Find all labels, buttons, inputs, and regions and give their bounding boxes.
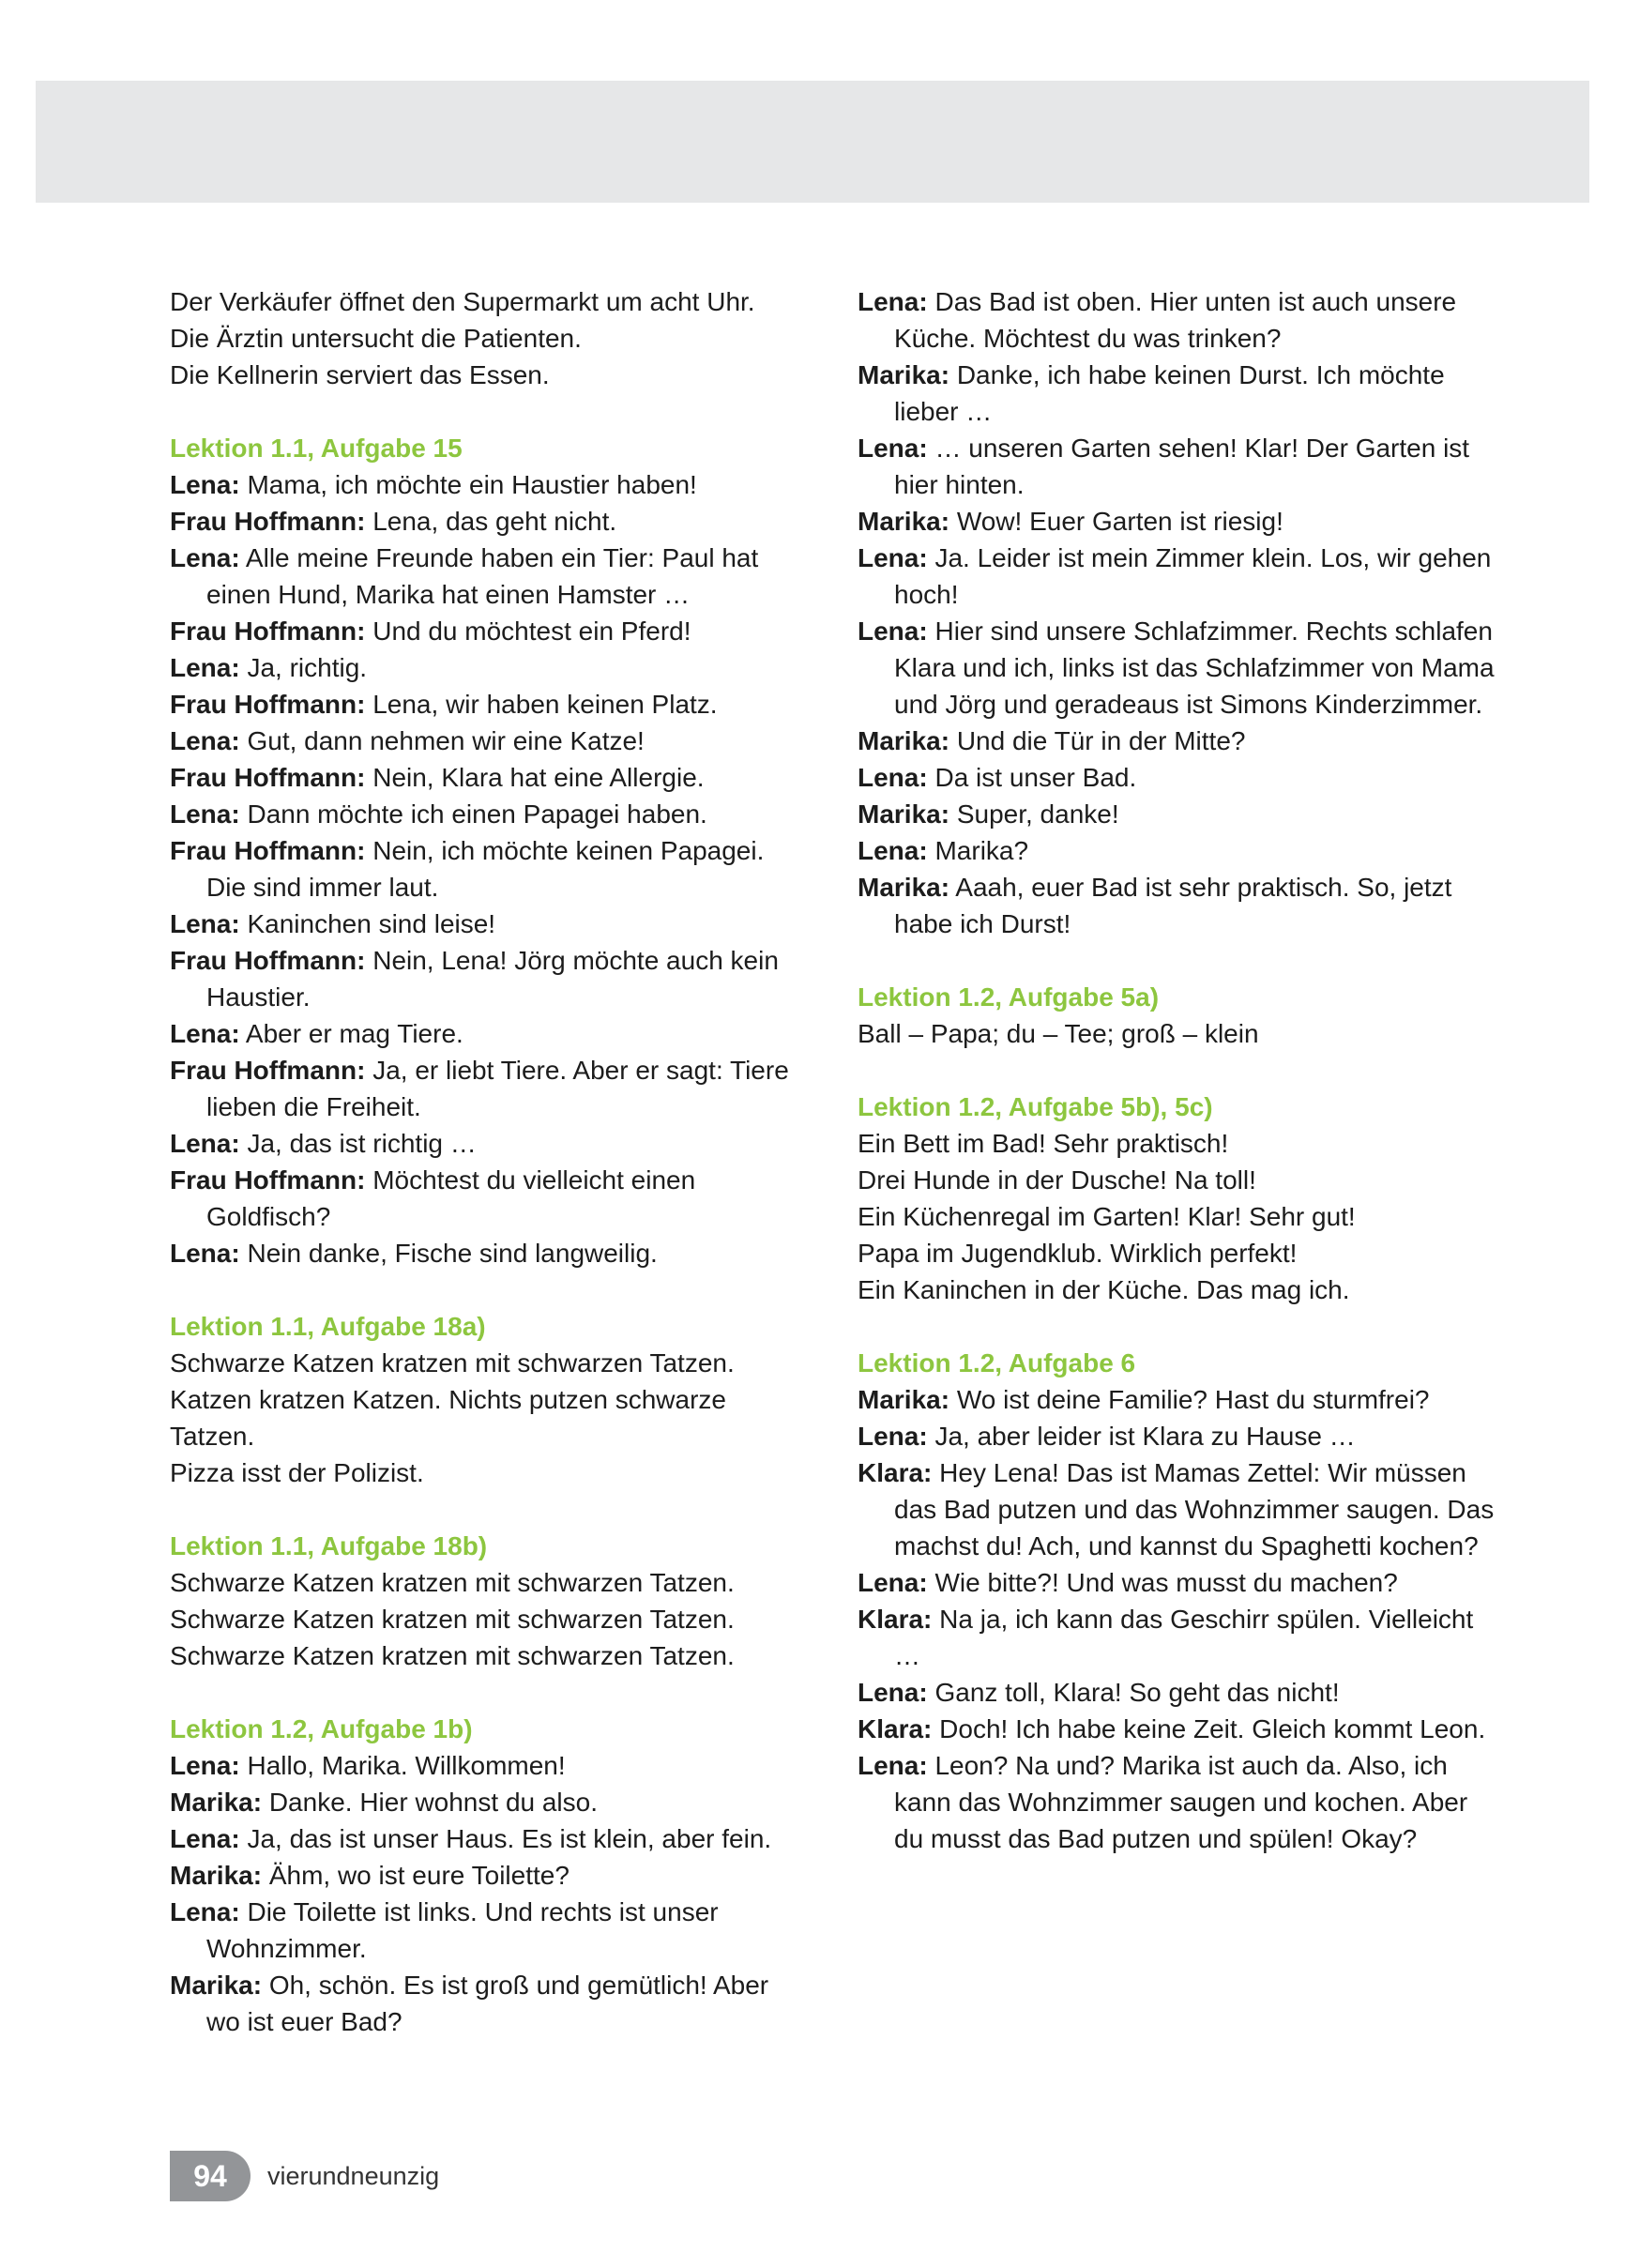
dialog-line: [170, 613, 808, 649]
dialog-text: Da ist unser Bad.: [934, 763, 1137, 792]
dialog-text: Danke, ich habe keinen Durst. Ich möchte lieber …: [894, 360, 1445, 426]
dialog-line: [170, 759, 808, 796]
dialog-text: Das Bad ist oben. Hier unten ist auch unsere Küche. Möchtest du was trinken?: [894, 287, 1457, 353]
text-line: Drei Hunde in der Dusche! Na toll!: [858, 1165, 1256, 1195]
text-line: Die Kellnerin serviert das Essen.: [170, 360, 550, 389]
page-number-word: vierundneunzig: [267, 2162, 440, 2190]
dialog-line: [170, 1015, 808, 1052]
speaker-name: Lena:: [170, 653, 240, 682]
dialog-line: [858, 796, 1496, 832]
right-column: [858, 283, 1496, 1857]
speaker-name: Lena:: [858, 763, 928, 792]
dialog-line: [170, 466, 808, 503]
dialog-line: [858, 1454, 1496, 1564]
dialog-line: [170, 796, 808, 832]
text-line: Pizza isst der Polizist.: [170, 1458, 424, 1487]
dialog-line: [170, 1052, 808, 1125]
speaker-name: Lena:: [170, 1897, 240, 1926]
speaker-name: Lena:: [858, 1422, 928, 1451]
dialog-line: [858, 357, 1496, 430]
text-line: Schwarze Katzen kratzen mit schwarzen Tatzen.: [170, 1605, 735, 1634]
dialog-text: Alle meine Freunde haben ein Tier: Paul hat einen Hund, Marika hat einen Hamster …: [206, 543, 759, 609]
dialog-text: Oh, schön. Es ist groß und gemütlich! Aber wo ist euer Bad?: [206, 1971, 769, 2036]
dialog-line: [170, 942, 808, 1015]
speaker-name: Lena:: [858, 434, 928, 463]
dialog-line: [170, 1235, 808, 1271]
dialog-line: [170, 1820, 808, 1857]
dialog-line: [170, 1894, 808, 1967]
dialog-text: Wie bitte?! Und was musst du machen?: [934, 1568, 1398, 1597]
dialog-line: [858, 1601, 1496, 1674]
dialog-line: [170, 1125, 808, 1162]
section-heading: Lektion 1.1, Aufgabe 18a): [170, 1312, 486, 1341]
dialog-text: Mama, ich möchte ein Haustier haben!: [247, 470, 697, 499]
speaker-name: Klara:: [858, 1458, 933, 1487]
dialog-text: Nein, Klara hat eine Allergie.: [372, 763, 705, 792]
dialog-text: Und du möchtest ein Pferd!: [372, 616, 691, 646]
dialog-text: Nein, ich möchte keinen Papagei. Die sind immer laut.: [206, 836, 765, 902]
speaker-name: Klara:: [858, 1605, 933, 1634]
speaker-name: Lena:: [170, 726, 240, 755]
dialog-text: Gut, dann nehmen wir eine Katze!: [247, 726, 645, 755]
dialog-text: Aber er mag Tiere.: [245, 1019, 463, 1048]
dialog-text: Möchtest du vielleicht einen Goldfisch?: [206, 1165, 696, 1231]
speaker-name: Frau Hoffmann:: [170, 690, 366, 719]
speaker-name: Marika:: [858, 1385, 950, 1414]
dialog-text: Ja, er liebt Tiere. Aber er sagt: Tiere lieben die Freiheit.: [206, 1056, 789, 1121]
text-line: Ball – Papa; du – Tee; groß – klein: [858, 1019, 1259, 1048]
dialog-line: [170, 686, 808, 723]
speaker-name: Frau Hoffmann:: [170, 1056, 366, 1085]
speaker-name: Marika:: [170, 1788, 263, 1817]
dialog-text: Wo ist deine Familie? Hast du sturmfrei?: [956, 1385, 1430, 1414]
dialog-line: [858, 503, 1496, 540]
speaker-name: Marika:: [858, 799, 950, 829]
section-heading: Lektion 1.2, Aufgabe 5b), 5c): [858, 1092, 1213, 1121]
speaker-name: Marika:: [858, 360, 950, 389]
dialog-text: Ja, das ist unser Haus. Es ist klein, aber fein.: [247, 1824, 772, 1853]
dialog-line: [170, 503, 808, 540]
dialog-text: Hey Lena! Das ist Mamas Zettel: Wir müssen das Bad putzen und das Wohnzimmer saugen. Das machst du! Ach, und kannst du Spaghetti kochen?: [894, 1458, 1495, 1560]
dialog-text: Ja, richtig.: [247, 653, 368, 682]
dialog-line: [858, 1381, 1496, 1418]
dialog-text: Die Toilette ist links. Und rechts ist unser Wohnzimmer.: [206, 1897, 719, 1963]
dialog-line: [170, 1857, 808, 1894]
text-line: Katzen kratzen Katzen. Nichts putzen schwarze: [170, 1385, 726, 1414]
speaker-name: Lena:: [170, 1239, 240, 1268]
dialog-line: [858, 832, 1496, 869]
speaker-name: Frau Hoffmann:: [170, 507, 366, 536]
dialog-text: Dann möchte ich einen Papagei haben.: [247, 799, 707, 829]
dialog-text: Marika?: [934, 836, 1029, 865]
speaker-name: Frau Hoffmann:: [170, 616, 366, 646]
dialog-line: [170, 1784, 808, 1820]
page-number-badge: 94: [170, 2151, 251, 2201]
section-heading: Lektion 1.2, Aufgabe 1b): [170, 1714, 473, 1743]
speaker-name: Lena:: [170, 1019, 240, 1048]
section-heading: Lektion 1.2, Aufgabe 6: [858, 1348, 1136, 1378]
dialog-line: [170, 1162, 808, 1235]
dialog-line: [858, 869, 1496, 942]
dialog-text: Hallo, Marika. Willkommen!: [247, 1751, 566, 1780]
dialog-line: [170, 1967, 808, 2040]
dialog-line: [858, 723, 1496, 759]
dialog-line: [170, 723, 808, 759]
dialog-text: Ja, aber leider ist Klara zu Hause …: [934, 1422, 1356, 1451]
dialog-text: Danke. Hier wohnst du also.: [268, 1788, 599, 1817]
left-column: [170, 283, 808, 2040]
dialog-line: [858, 613, 1496, 723]
speaker-name: Frau Hoffmann:: [170, 946, 366, 975]
speaker-name: Lena:: [858, 543, 928, 572]
dialog-text: Hier sind unsere Schlafzimmer. Rechts schlafen Klara und ich, links ist das Schlafzimmer von Mama und Jörg und geradeaus ist Simons Kinderzimmer.: [894, 616, 1495, 719]
dialog-line: [858, 1564, 1496, 1601]
dialog-text: Und die Tür in der Mitte?: [956, 726, 1246, 755]
dialog-text: Lena, das geht nicht.: [372, 507, 617, 536]
speaker-name: Lena:: [858, 1751, 928, 1780]
dialog-line: [170, 906, 808, 942]
speaker-name: Marika:: [858, 726, 950, 755]
speaker-name: Lena:: [858, 616, 928, 646]
dialog-text: Ja. Leider ist mein Zimmer klein. Los, wir gehen hoch!: [894, 543, 1492, 609]
speaker-name: Frau Hoffmann:: [170, 763, 366, 792]
dialog-text: Super, danke!: [956, 799, 1119, 829]
text-line: Schwarze Katzen kratzen mit schwarzen Tatzen.: [170, 1568, 735, 1597]
text-line: Schwarze Katzen kratzen mit schwarzen Tatzen.: [170, 1641, 735, 1670]
dialog-text: Leon? Na und? Marika ist auch da. Also, ich kann das Wohnzimmer saugen und kochen. Aber du musst das Bad putzen und spülen! Okay?: [894, 1751, 1468, 1853]
speaker-name: Lena:: [858, 836, 928, 865]
dialog-text: Ähm, wo ist eure Toilette?: [268, 1861, 570, 1890]
dialog-line: [170, 832, 808, 906]
speaker-name: Lena:: [858, 1678, 928, 1707]
text-line: Schwarze Katzen kratzen mit schwarzen Tatzen.: [170, 1348, 735, 1378]
dialog-line: [858, 1747, 1496, 1857]
speaker-name: Klara:: [858, 1714, 933, 1743]
text-line: Tatzen.: [170, 1422, 255, 1451]
header-band: [36, 81, 1589, 203]
dialog-line: [858, 1418, 1496, 1454]
speaker-name: Lena:: [170, 909, 240, 938]
text-line: Ein Kaninchen in der Küche. Das mag ich.: [858, 1275, 1350, 1304]
text-line: Papa im Jugendklub. Wirklich perfekt!: [858, 1239, 1298, 1268]
speaker-name: Lena:: [170, 470, 240, 499]
text-line: Die Ärztin untersucht die Patienten.: [170, 324, 582, 353]
dialog-text: Kaninchen sind leise!: [247, 909, 496, 938]
speaker-name: Lena:: [170, 1129, 240, 1158]
speaker-name: Marika:: [170, 1971, 263, 2000]
speaker-name: Frau Hoffmann:: [170, 836, 366, 865]
dialog-line: [170, 649, 808, 686]
speaker-name: Marika:: [170, 1861, 263, 1890]
speaker-name: Lena:: [170, 1751, 240, 1780]
dialog-text: Ja, das ist richtig …: [247, 1129, 477, 1158]
dialog-text: Doch! Ich habe keine Zeit. Gleich kommt Leon.: [939, 1714, 1486, 1743]
dialog-line: [858, 283, 1496, 357]
dialog-line: [858, 1674, 1496, 1711]
speaker-name: Frau Hoffmann:: [170, 1165, 366, 1195]
dialog-text: Ganz toll, Klara! So geht das nicht!: [934, 1678, 1340, 1707]
dialog-line: [170, 1747, 808, 1784]
dialog-line: [170, 540, 808, 613]
dialog-line: [858, 1711, 1496, 1747]
section-heading: Lektion 1.2, Aufgabe 5a): [858, 982, 1160, 1012]
dialog-text: … unseren Garten sehen! Klar! Der Garten ist hier hinten.: [894, 434, 1470, 499]
speaker-name: Lena:: [858, 1568, 928, 1597]
text-line: Der Verkäufer öffnet den Supermarkt um acht Uhr.: [170, 287, 755, 316]
dialog-text: Nein, Lena! Jörg möchte auch kein Haustier.: [206, 946, 779, 1012]
dialog-text: Wow! Euer Garten ist riesig!: [956, 507, 1283, 536]
dialog-text: Aaah, euer Bad ist sehr praktisch. So, jetzt habe ich Durst!: [894, 873, 1452, 938]
text-line: Ein Küchenregal im Garten! Klar! Sehr gut!: [858, 1202, 1356, 1231]
speaker-name: Marika:: [858, 873, 950, 902]
speaker-name: Lena:: [170, 799, 240, 829]
dialog-line: [858, 540, 1496, 613]
dialog-text: Nein danke, Fische sind langweilig.: [247, 1239, 658, 1268]
section-heading: Lektion 1.1, Aufgabe 18b): [170, 1531, 488, 1560]
speaker-name: Lena:: [170, 543, 240, 572]
dialog-line: [858, 759, 1496, 796]
speaker-name: Marika:: [858, 507, 950, 536]
dialog-line: [858, 430, 1496, 503]
speaker-name: Lena:: [170, 1824, 240, 1853]
dialog-text: Na ja, ich kann das Geschirr spülen. Vielleicht …: [894, 1605, 1474, 1670]
dialog-text: Lena, wir haben keinen Platz.: [372, 690, 718, 719]
text-line: Ein Bett im Bad! Sehr praktisch!: [858, 1129, 1229, 1158]
speaker-name: Lena:: [858, 287, 928, 316]
section-heading: Lektion 1.1, Aufgabe 15: [170, 434, 463, 463]
